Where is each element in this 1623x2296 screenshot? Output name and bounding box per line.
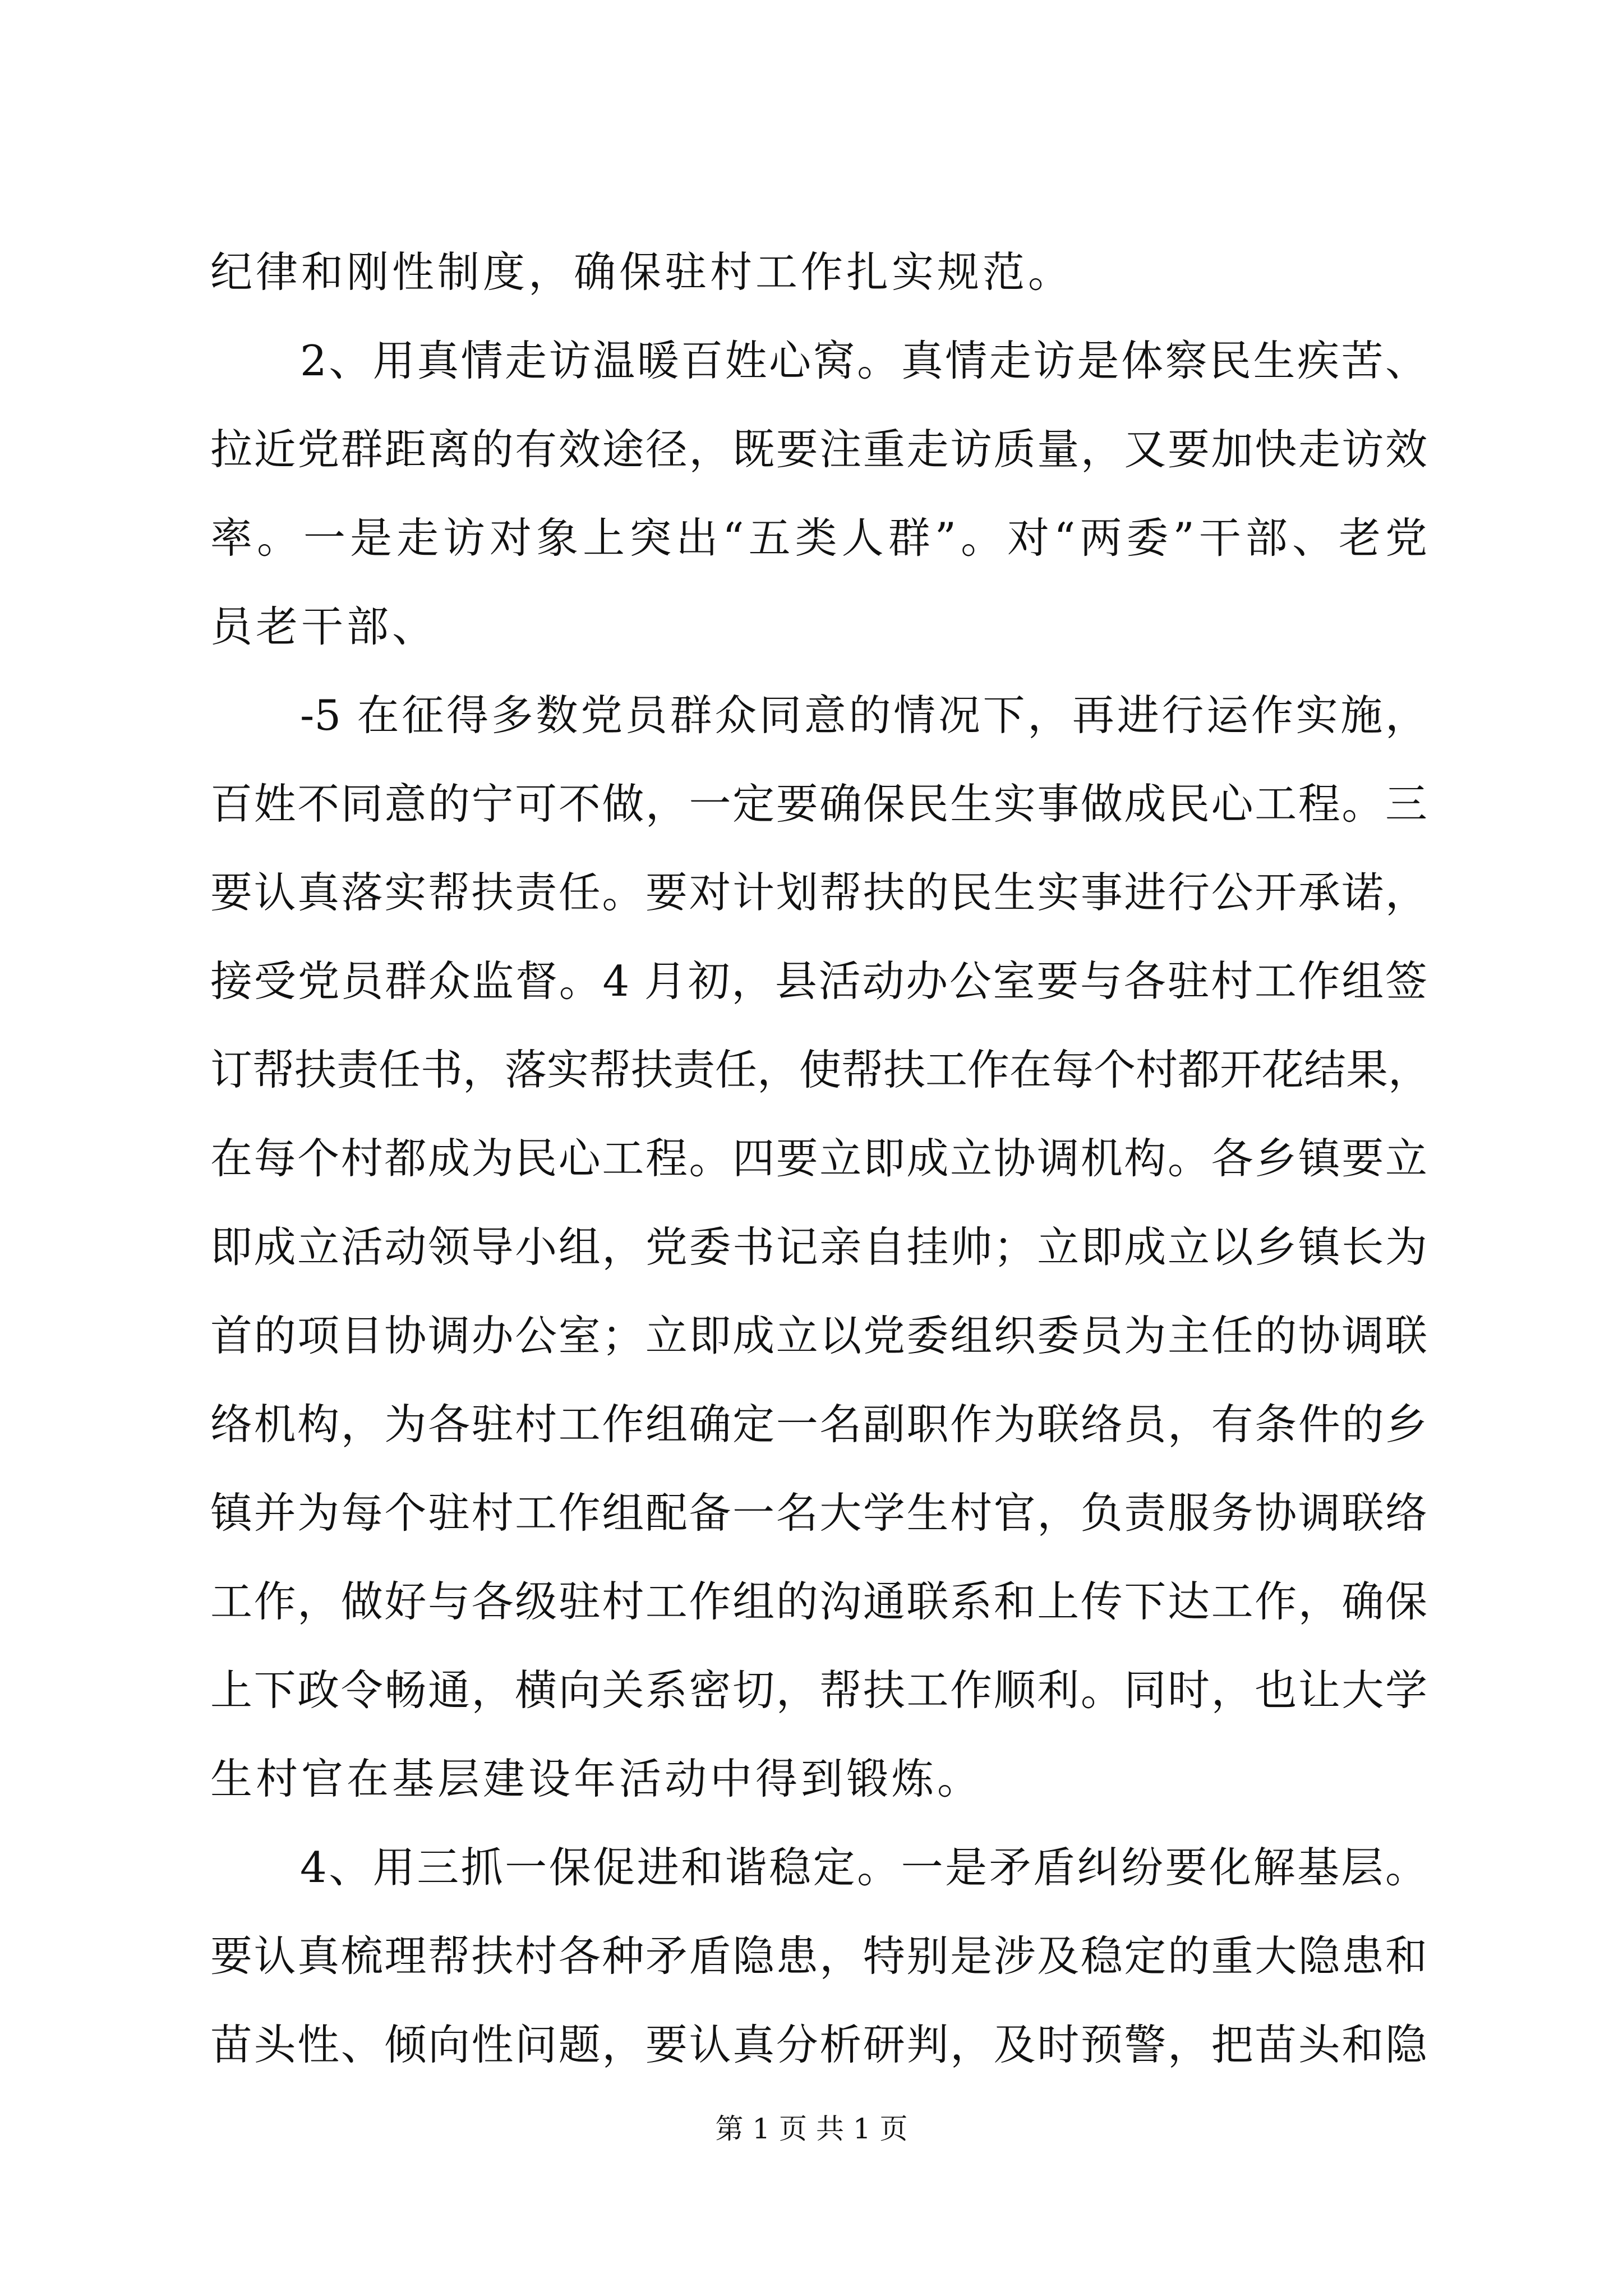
text-line: 上下政令畅通，横向关系密切，帮扶工作顺利。同时，也让大学 <box>210 1665 1427 1715</box>
text-line: 拉近党群距离的有效途径，既要注重走访质量，又要加快走访效 <box>210 425 1427 474</box>
text-line: 订帮扶责任书，落实帮扶责任，使帮扶工作在每个村都开花结果， <box>210 1045 1431 1094</box>
text-line: 首的项目协调办公室；立即成立以党委组织委员为主任的协调联 <box>210 1311 1427 1360</box>
text-line: 率。一是走访对象上突出“五类人群”。对“两委”干部、老党 <box>210 513 1427 563</box>
page-footer: 第 1 页 共 1 页 <box>715 2113 908 2145</box>
text-line: 接受党员群众监督。4 月初，县活动办公室要与各驻村工作组签 <box>210 956 1427 1006</box>
text-line: 络机构，为各驻村工作组确定一名副职作为联络员，有条件的乡 <box>210 1400 1427 1449</box>
text-line: 即成立活动领导小组，党委书记亲自挂帅；立即成立以乡镇长为 <box>210 1222 1427 1272</box>
text-line: 镇并为每个驻村工作组配备一名大学生村官，负责服务协调联络 <box>210 1488 1427 1538</box>
paragraph-first-line: 2、用真情走访温暖百姓心窝。真情走访是体察民生疾苦、 <box>300 336 1427 385</box>
paragraph-first-line: 4、用三抓一保促进和谐稳定。一是矛盾纠纷要化解基层。 <box>300 1843 1427 1892</box>
paragraph-first-line: -5 在征得多数党员群众同意的情况下，再进行运作实施， <box>300 691 1427 740</box>
text-line: 在每个村都成为民心工程。四要立即成立协调机构。各乡镇要立 <box>210 1134 1427 1183</box>
text-line: 纪律和刚性制度，确保驻村工作扎实规范。 <box>210 247 1074 297</box>
text-line: 工作，做好与各级驻村工作组的沟通联系和上传下达工作，确保 <box>210 1577 1427 1626</box>
text-line: 百姓不同意的宁可不做，一定要确保民生实事做成民心工程。三 <box>210 779 1427 829</box>
text-line: 要认真落实帮扶责任。要对计划帮扶的民生实事进行公开承诺， <box>210 868 1427 917</box>
text-line: 员老干部、 <box>210 602 438 651</box>
text-line: 要认真梳理帮扶村各种矛盾隐患，特别是涉及稳定的重大隐患和 <box>210 1931 1427 1981</box>
text-line: 生村官在基层建设年活动中得到锻炼。 <box>210 1754 983 1803</box>
text-line: 苗头性、倾向性问题，要认真分析研判，及时预警，把苗头和隐 <box>210 2020 1427 2069</box>
